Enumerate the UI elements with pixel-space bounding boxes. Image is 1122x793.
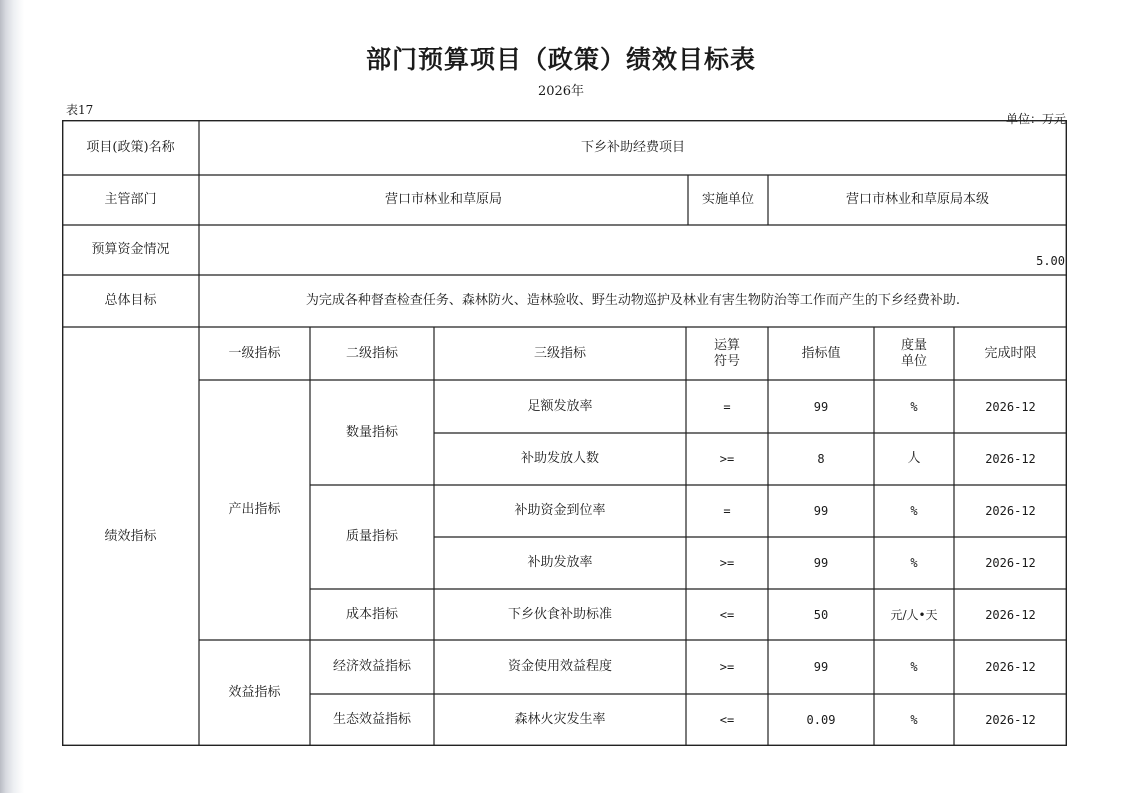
subgroup-cost: 成本指标 [345, 606, 398, 622]
indicator-deadline: 2026-12 [985, 556, 1036, 570]
indicator-deadline: 2026-12 [985, 452, 1036, 466]
header-operator-line2: 符号 [713, 353, 740, 369]
subgroup-ecological: 生态效益指标 [332, 712, 411, 727]
indicator-name: 补助资金到位率 [514, 503, 606, 518]
project-name-label: 项目(政策)名称 [86, 139, 175, 155]
indicator-value: 99 [813, 399, 829, 414]
project-name-value: 下乡补助经费项目 [580, 139, 685, 155]
indicator-operator: <= [719, 713, 735, 727]
indicator-name: 足额发放率 [527, 398, 593, 414]
group-benefit: 效益指标 [228, 685, 281, 700]
header-deadline: 完成时限 [984, 345, 1037, 361]
subgroup-quantity: 数量指标 [345, 424, 398, 440]
header-level3: 三级指标 [533, 345, 586, 361]
indicator-unit: 人 [907, 451, 921, 466]
indicator-unit: % [910, 660, 918, 674]
performance-table [62, 120, 1067, 746]
budget-value: 5.00 [1036, 254, 1065, 268]
indicator-value: 8 [817, 452, 825, 466]
indicator-operator: >= [719, 556, 735, 570]
header-operator-line1: 运算 [713, 337, 740, 353]
indicator-value: 99 [813, 556, 829, 570]
header-unit [874, 327, 954, 380]
header-level1: 一级指标 [228, 345, 281, 361]
indicator-operator: >= [719, 452, 735, 466]
perf-label: 绩效指标 [104, 528, 157, 544]
indicator-deadline: 2026-12 [985, 607, 1036, 622]
indicator-name: 补助发放率 [527, 555, 593, 570]
budget-year: 2026年 [537, 84, 585, 99]
indicator-value: 99 [813, 660, 829, 674]
indicator-deadline: 2026-12 [985, 660, 1036, 674]
indicator-value: 50 [813, 607, 829, 622]
indicator-value: 99 [813, 504, 829, 518]
page-title: 部门预算项目（政策）绩效目标表 [365, 45, 756, 74]
budget-label: 预算资金情况 [91, 242, 170, 257]
indicator-unit: % [910, 504, 918, 518]
indicator-name: 补助发放人数 [520, 451, 599, 466]
dept-value: 营口市林业和草原局 [384, 192, 502, 207]
indicator-unit: % [910, 713, 918, 727]
impl-label: 实施单位 [701, 192, 754, 207]
dept-label: 主管部门 [104, 192, 157, 207]
header-unit-line2: 单位 [900, 353, 927, 369]
group-output: 产出指标 [228, 502, 281, 517]
indicator-name: 资金使用效益程度 [507, 659, 612, 674]
goal-value: 为完成各种督查检查任务、森林防火、造林验收、野生动物巡护及林业有害生物防治等工作而产生的下乡经费补助. [305, 293, 961, 308]
indicator-operator: <= [719, 607, 735, 622]
subgroup-economic: 经济效益指标 [332, 659, 411, 674]
indicator-deadline: 2026-12 [985, 713, 1036, 727]
impl-value: 营口市林业和草原局本级 [845, 192, 989, 207]
indicator-deadline: 2026-12 [985, 504, 1036, 518]
indicator-name: 森林火灾发生率 [514, 712, 606, 727]
indicator-unit: 元/人•天 [890, 607, 938, 622]
header-level2: 二级指标 [345, 345, 398, 361]
indicator-unit: % [910, 556, 918, 570]
indicator-operator: >= [719, 660, 735, 674]
indicator-name: 下乡伙食补助标准 [507, 606, 612, 622]
indicator-unit: % [910, 399, 918, 414]
subgroup-quality: 质量指标 [345, 529, 398, 544]
goal-label: 总体目标 [104, 293, 157, 308]
header-operator [686, 327, 768, 380]
unit-label: 单位：万元 [1005, 112, 1066, 126]
indicator-operator: = [723, 504, 731, 518]
header-value: 指标值 [801, 345, 841, 361]
indicator-value: 0.09 [806, 713, 836, 727]
indicator-operator: = [723, 399, 731, 414]
indicator-deadline: 2026-12 [985, 399, 1036, 414]
table-number: 表17 [66, 103, 94, 117]
header-unit-line1: 度量 [900, 337, 927, 353]
